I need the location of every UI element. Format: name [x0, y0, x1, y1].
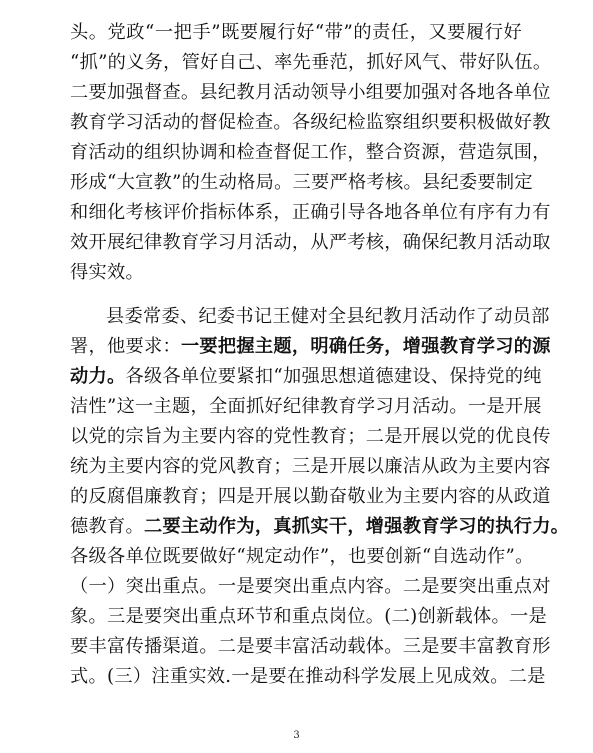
paragraph-gap: [70, 288, 522, 302]
document-body: [70, 18, 570, 692]
text-line: 洁性”这一主题，全面抓好纪律教育学习月活动。一是开展: [70, 396, 542, 417]
text-emphasis: 二要主动作为，真抓实干，增强教育学习的执行力。: [143, 516, 570, 537]
text-emphasis: 一要把握主题，明确任务，增强教育学习的源: [180, 336, 551, 357]
paragraph-1: [70, 18, 552, 288]
text-line: 统为主要内容的党风教育；三是开展以廉洁从政为主要内容: [70, 456, 551, 477]
text-normal: 各级各单位要紧扣“加强思想道德建设、保持党的纯: [125, 366, 542, 387]
text-line: 二要加强督查。县纪教月活动领导小组要加强对各地各单位: [70, 82, 551, 103]
text-line: 教育学习活动的督促检查。各级纪检监察组织要积极做好教: [70, 112, 551, 133]
text-line-mixed: [70, 362, 542, 392]
text-line: 的反腐倡廉教育；四是开展以勤奋敬业为主要内容的从政道: [70, 486, 551, 507]
text-emphasis: 动力。: [70, 366, 126, 387]
text-normal: 署，他要求：: [70, 336, 181, 357]
text-line: 象。三是要突出重点环节和重点岗位。(二)创新载体。一是: [70, 606, 547, 627]
text-line: 头。党政“一把手”既要履行好“带”的责任，又要履行好: [70, 22, 522, 43]
text-line: （一）突出重点。一是要突出重点内容。二是要突出重点对: [70, 576, 551, 597]
text-line-mixed: [70, 332, 551, 362]
text-line: 以党的宗旨为主要内容的党性教育；二是开展以党的优良传: [70, 426, 551, 447]
text-line: 县委常委、纪委书记王健对全县纪教月活动作了动员部: [106, 306, 550, 327]
text-line: 式。(三）注重实效.一是要在推动科学发展上见成效。二是: [70, 666, 546, 687]
paragraph-2: [70, 302, 570, 692]
text-line: 育活动的组织协调和检查督促工作，整合资源，营造氛围，: [70, 142, 551, 163]
text-line: 各级各单位既要做好“规定动作”，也要创新“自选动作”。: [70, 546, 534, 567]
text-line: 得实效。: [70, 262, 144, 283]
text-line: 形成“大宣教”的生动格局。三要严格考核。县纪委要制定: [70, 172, 533, 193]
text-line: 要丰富传播渠道。二是要丰富活动载体。三是要丰富教育形: [70, 636, 551, 657]
text-normal: 德教育。: [70, 516, 144, 537]
text-line: 和细化考核评价指标体系，正确引导各地各单位有序有力有: [70, 202, 551, 223]
page-number: 3: [293, 730, 300, 741]
text-line-mixed: [70, 512, 570, 542]
text-line: “抓”的义务，管好自己、率先垂范，抓好风气、带好队伍。: [70, 52, 552, 73]
text-line: 效开展纪律教育学习月活动，从严考核，确保纪教月活动取: [70, 232, 551, 253]
